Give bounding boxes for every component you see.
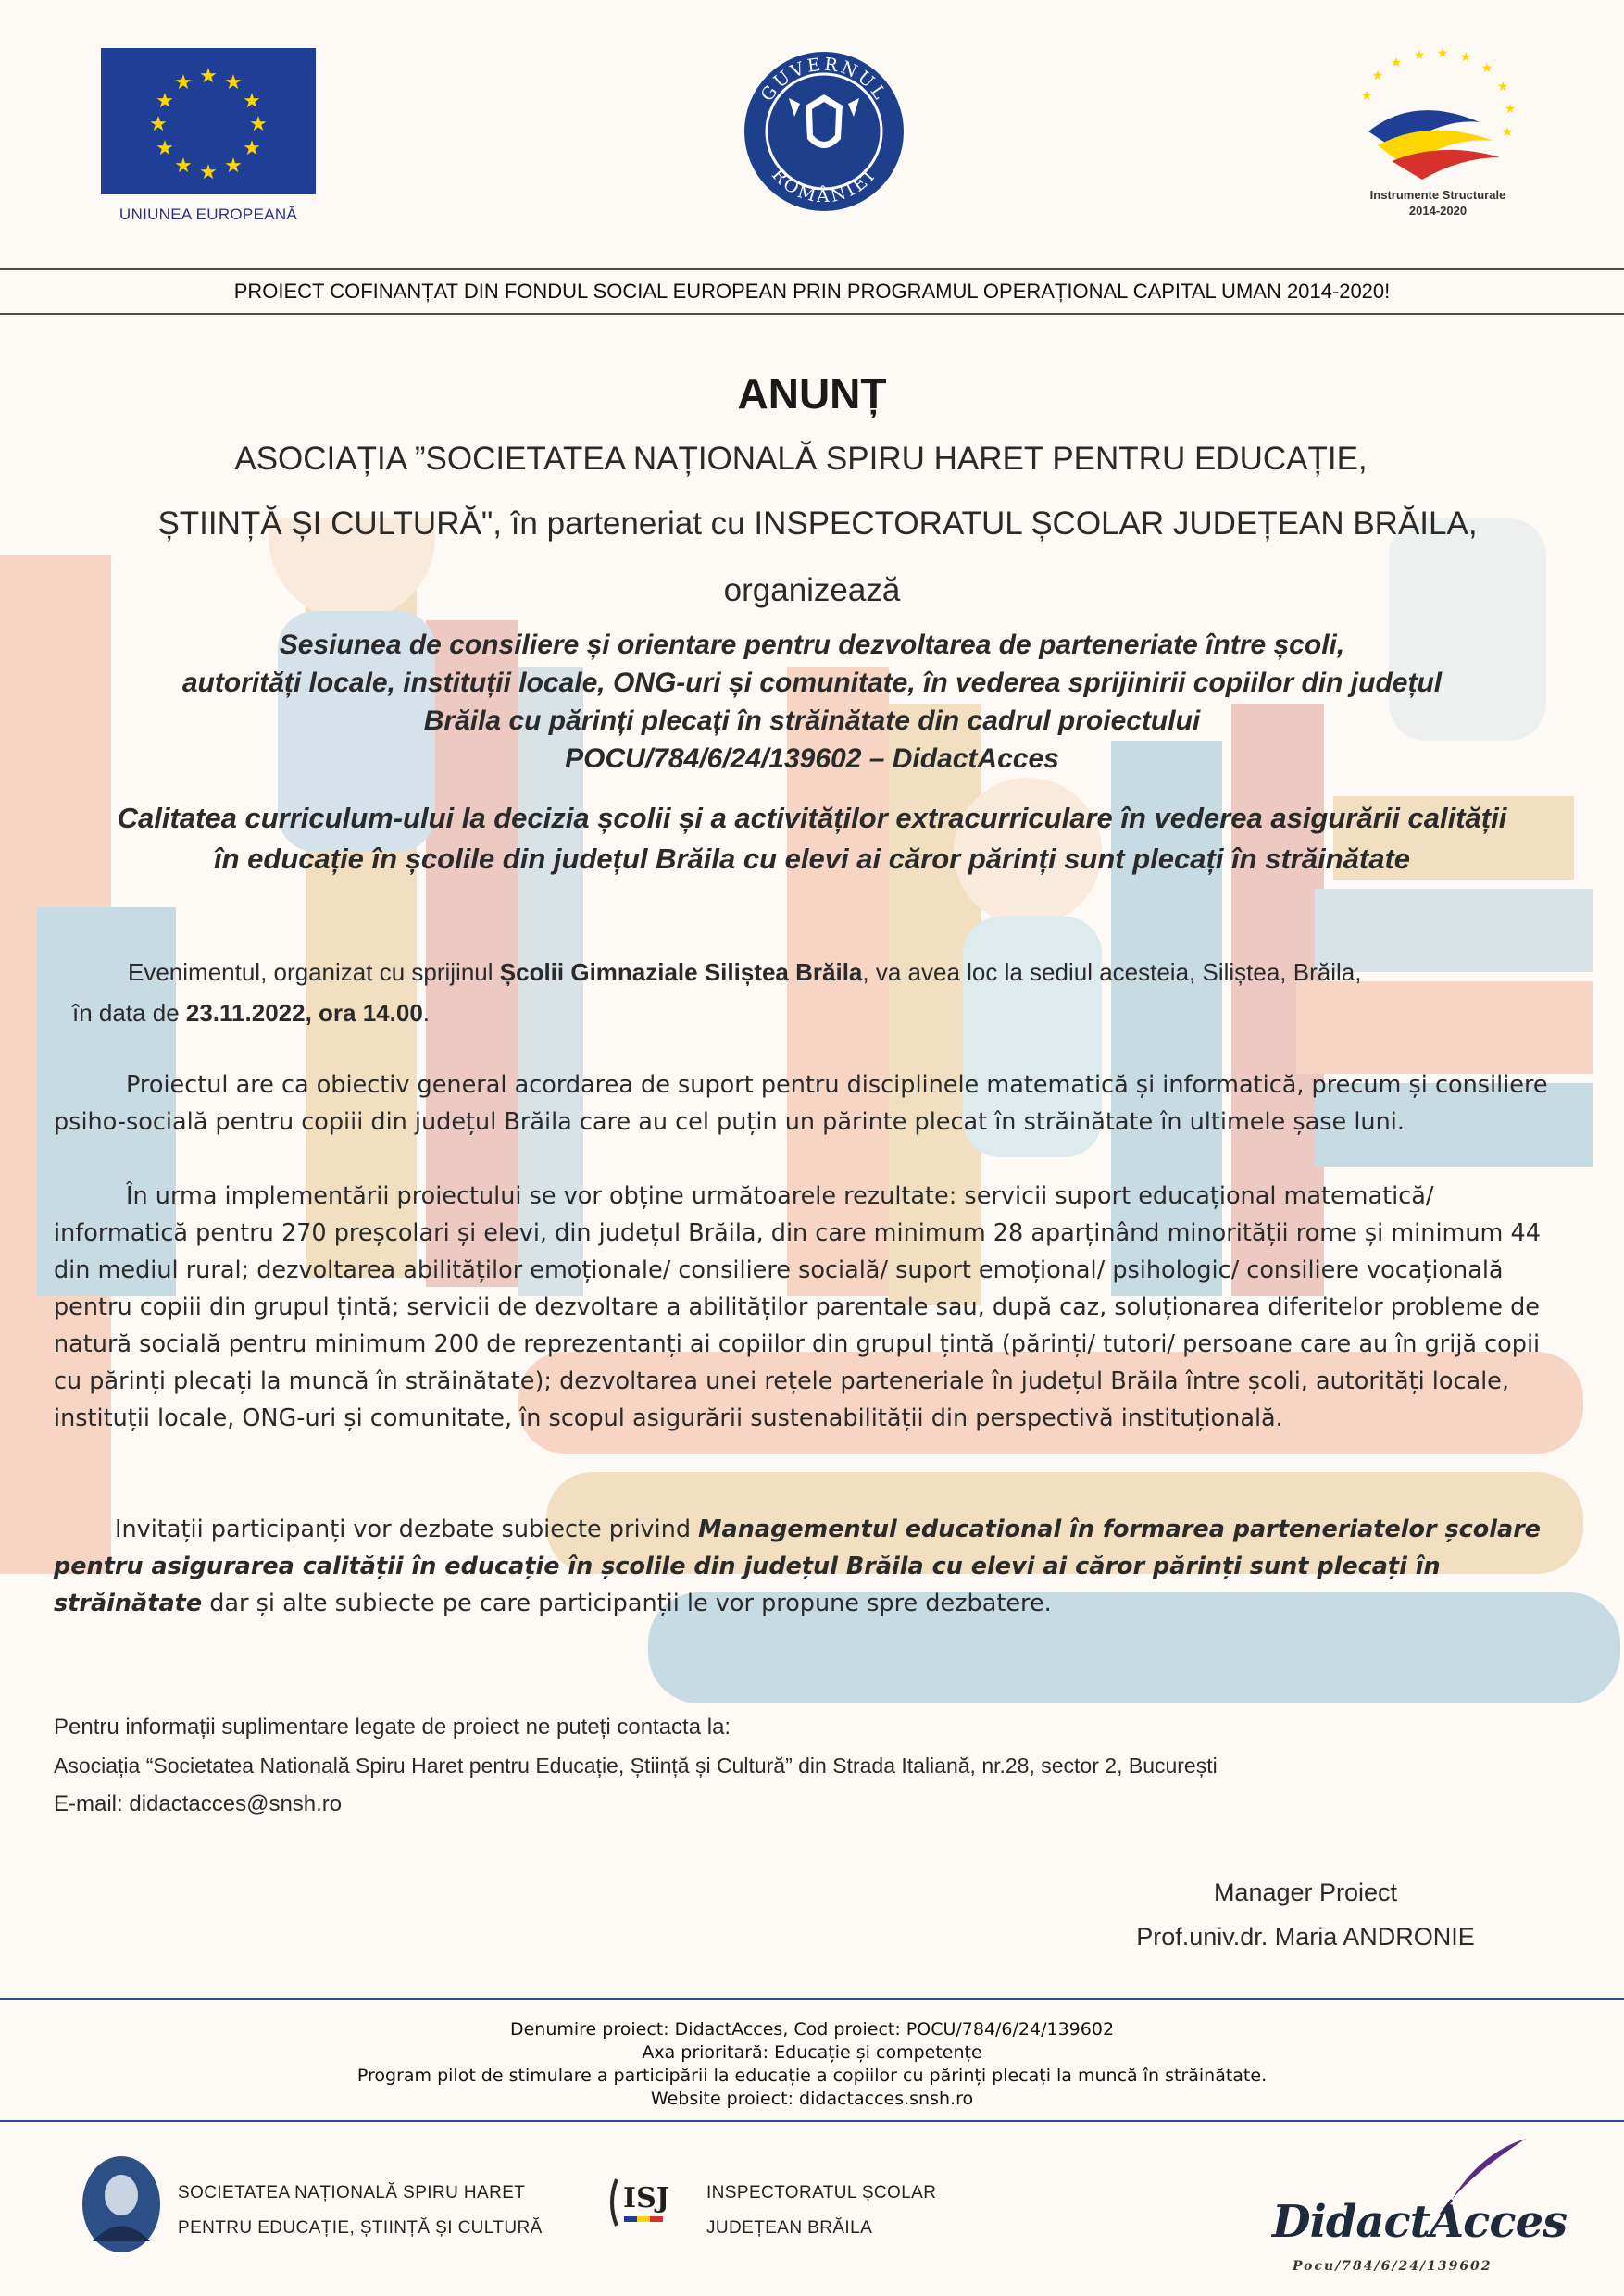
footer-line: Axa prioritară: Educație și competențe — [642, 2042, 982, 2063]
svg-text:★: ★ — [174, 155, 193, 178]
footer-rule-bottom — [0, 2120, 1624, 2122]
svg-text:★: ★ — [199, 161, 218, 184]
session-line: autorități locale, instituții locale, ONG-uri și comunitate, în vederea sprijinirii copiilor din județul — [181, 668, 1443, 698]
organizeaza-word: organizează — [723, 572, 901, 608]
event-text-part2: , va avea loc la sediul acesteia, Siliștea, Brăila, — [862, 958, 1362, 986]
session-line: POCU/784/6/24/139602 – DidactAcces — [565, 743, 1059, 774]
svg-text:★: ★ — [224, 71, 243, 94]
government-seal-logo — [741, 48, 907, 215]
session-line: Sesiunea de consiliere și orientare pentru dezvoltarea de parteneriate între școli, — [279, 630, 1345, 660]
manager-signature — [1111, 1870, 1500, 1959]
svg-text:★: ★ — [1496, 80, 1509, 94]
results-paragraph — [54, 1178, 1572, 1437]
svg-text:★: ★ — [249, 113, 268, 136]
invitation-text-part1: Invitații participanți vor dezbate subiecte privind — [115, 1516, 699, 1543]
svg-text:★: ★ — [149, 113, 168, 136]
svg-text:★: ★ — [243, 137, 261, 160]
footer-rule-top — [0, 1998, 1624, 2000]
eu-logo — [101, 48, 316, 224]
gov-seal-text-top: GUVERNUL — [756, 54, 892, 106]
isj-name-line2: JUDEȚEAN BRĂILA — [706, 2218, 873, 2238]
contact-intro: Pentru informații suplimentare legate de proiect ne puteți contacta la: — [54, 1715, 731, 1740]
header-rule-top — [0, 268, 1624, 270]
calitatea-line: Calitatea curriculum-ului la decizia școlii și a activităților extracurriculare în vederea asigurării calității — [117, 802, 1507, 834]
header-rule-bottom — [0, 313, 1624, 315]
didactacces-logo — [1267, 2135, 1568, 2283]
isj-braila-logo — [604, 2165, 681, 2240]
svg-text:★: ★ — [1371, 69, 1384, 83]
eu-flag — [101, 48, 316, 194]
objective-text: Proiectul are ca obiectiv general acordarea de suport pentru disciplinele matematică și informatică, precum și consiliere psiho-socială pentru copiii din județul Brăila care au cel puțin un părinte plecat în străinătate în ultimele șase luni. — [54, 1071, 1548, 1136]
svg-text:★: ★ — [199, 65, 218, 88]
snsh-name — [178, 2176, 543, 2246]
contact-email: E-mail: didactacces@snsh.ro — [54, 1791, 343, 1816]
svg-text:★: ★ — [1390, 56, 1403, 70]
is-swoosh-icon — [1341, 48, 1535, 182]
invitation-topic: Managementul educational în formarea parteneriatelor școlare pentru asigurarea calității în educație în școlile din județul Brăila cu elevi ai căror părinți sunt plecați în străinătate — [54, 1516, 1542, 1617]
svg-text:★: ★ — [1480, 61, 1493, 76]
announcement-title: ANUNȚ — [737, 369, 887, 418]
svg-text:★: ★ — [1501, 125, 1514, 140]
gov-seal-text-bottom: ROMÂNIEI — [768, 164, 881, 207]
svg-text:★: ★ — [174, 71, 193, 94]
didactacces-code: Pocu/784/6/24/139602 — [1293, 2259, 1493, 2274]
contact-block — [54, 1715, 1581, 1830]
isj-logo-text: ISJ — [623, 2182, 669, 2215]
event-text-part3: în data de — [72, 999, 186, 1027]
footer-line: Denumire proiect: DidactAcces, Cod proiect: POCU/784/6/24/139602 — [509, 2019, 1115, 2040]
svg-text:★: ★ — [1504, 102, 1517, 117]
svg-text:★: ★ — [1459, 50, 1472, 65]
event-datetime: 23.11.2022, ora 14.00 — [185, 999, 423, 1027]
event-text-part4: . — [422, 999, 431, 1027]
event-text-part1: Evenimentul, organizat cu sprijinul — [128, 958, 500, 986]
snsh-name-line1: SOCIETATEA NAȚIONALĂ SPIRU HARET — [178, 2183, 526, 2202]
snsh-name-line2: PENTRU EDUCAȚIE, ȘTIINȚĂ ȘI CULTURĂ — [178, 2218, 543, 2238]
svg-text:★: ★ — [1413, 48, 1426, 63]
eu-stars-icon — [101, 48, 316, 194]
contact-address: Asociația “Societatea Natională Spiru Haret pentru Educație, Știință și Cultură” din Strada Italiană, nr.28, sector 2, București — [54, 1753, 1218, 1778]
event-paragraph — [72, 952, 1572, 1033]
svg-text:★: ★ — [156, 90, 174, 113]
footer-project-info — [0, 2018, 1624, 2111]
calitatea-heading — [0, 798, 1624, 880]
session-line: Brăila cu părinți plecați în străinătate din cadrul proiectului — [423, 705, 1201, 736]
manager-role: Manager Proiect — [1213, 1878, 1398, 1906]
svg-text:★: ★ — [1436, 48, 1449, 61]
isj-name-line1: INSPECTORATUL ȘCOLAR — [706, 2183, 937, 2202]
instrumente-structurale-logo — [1341, 48, 1535, 224]
svg-text:★: ★ — [156, 137, 174, 160]
spiru-haret-portrait-logo — [80, 2153, 163, 2255]
is-caption-line1: Instrumente Structurale — [1369, 188, 1506, 202]
calitatea-line: în educație în școlile din județul Brăila cu elevi ai căror părinți sunt plecați în străinătate — [213, 842, 1411, 875]
footer-line: Website proiect: didactacces.snsh.ro — [650, 2089, 974, 2109]
event-school: Școlii Gimnaziale Siliștea Brăila — [499, 958, 863, 986]
svg-text:★: ★ — [1360, 89, 1373, 104]
footer-line: Program pilot de stimulare a participării la educație a copiilor cu părinți plecați la muncă în străinătate. — [356, 2065, 1268, 2086]
svg-text:★: ★ — [243, 90, 261, 113]
cofinantat-banner: PROIECT COFINANȚAT DIN FONDUL SOCIAL EUROPEAN PRIN PROGRAMUL OPERAȚIONAL CAPITAL UMAN 2014-2020! — [233, 280, 1391, 303]
svg-text:★: ★ — [224, 155, 243, 178]
didactacces-wordmark: DidactAcces — [1272, 2196, 1568, 2248]
session-description — [37, 626, 1587, 778]
invitation-text-part2: dar și alte subiecte pe care participanții le vor propune spre dezbatere. — [202, 1590, 1052, 1617]
invitation-paragraph — [54, 1511, 1572, 1622]
organizer-line-2: ȘTIINȚĂ ȘI CULTURĂ", în parteneriat cu INSPECTORATUL ȘCOLAR JUDEȚEAN BRĂILA, — [157, 505, 1478, 542]
objective-paragraph — [54, 1067, 1572, 1141]
eu-caption: UNIUNEA EUROPEANĂ — [119, 206, 298, 223]
is-caption-line2: 2014-2020 — [1408, 204, 1468, 218]
results-text: În urma implementării proiectului se vor obține următoarele rezultate: servicii suport educațional matematică/ informatică pentru 270 preșcolari și elevi, din județul Brăila, din care minimum 28 aparținând minorității rome și minimum 44 din mediul rural; dezvoltarea abilităților emoționale/ consiliere socială/ suport emoțional/ psihologic/ consiliere vocațională pentru copiii din grupul țintă; servicii de dezvoltare a abilităților parentale sau, după caz, soluționarea diferitelor probleme de natură socială pentru minimum 200 de reprezentanți ai copiilor din grupul țintă (părinți/ tutori/ persoane care au în grijă copii cu părinți plecați la muncă în străinătate); dezvoltarea unei rețele parteneriale în județul Brăila între școli, autorități locale, instituții locale, ONG-uri și comunitate, în scopul asigurării sustenabilității din perspectivă instituțională. — [54, 1182, 1541, 1432]
manager-name: Prof.univ.dr. Maria ANDRONIE — [1136, 1923, 1475, 1951]
organizer-line-1: ASOCIAȚIA ”SOCIETATEA NAȚIONALĂ SPIRU HARET PENTRU EDUCAȚIE, — [234, 441, 1368, 477]
isj-name — [706, 2176, 936, 2246]
